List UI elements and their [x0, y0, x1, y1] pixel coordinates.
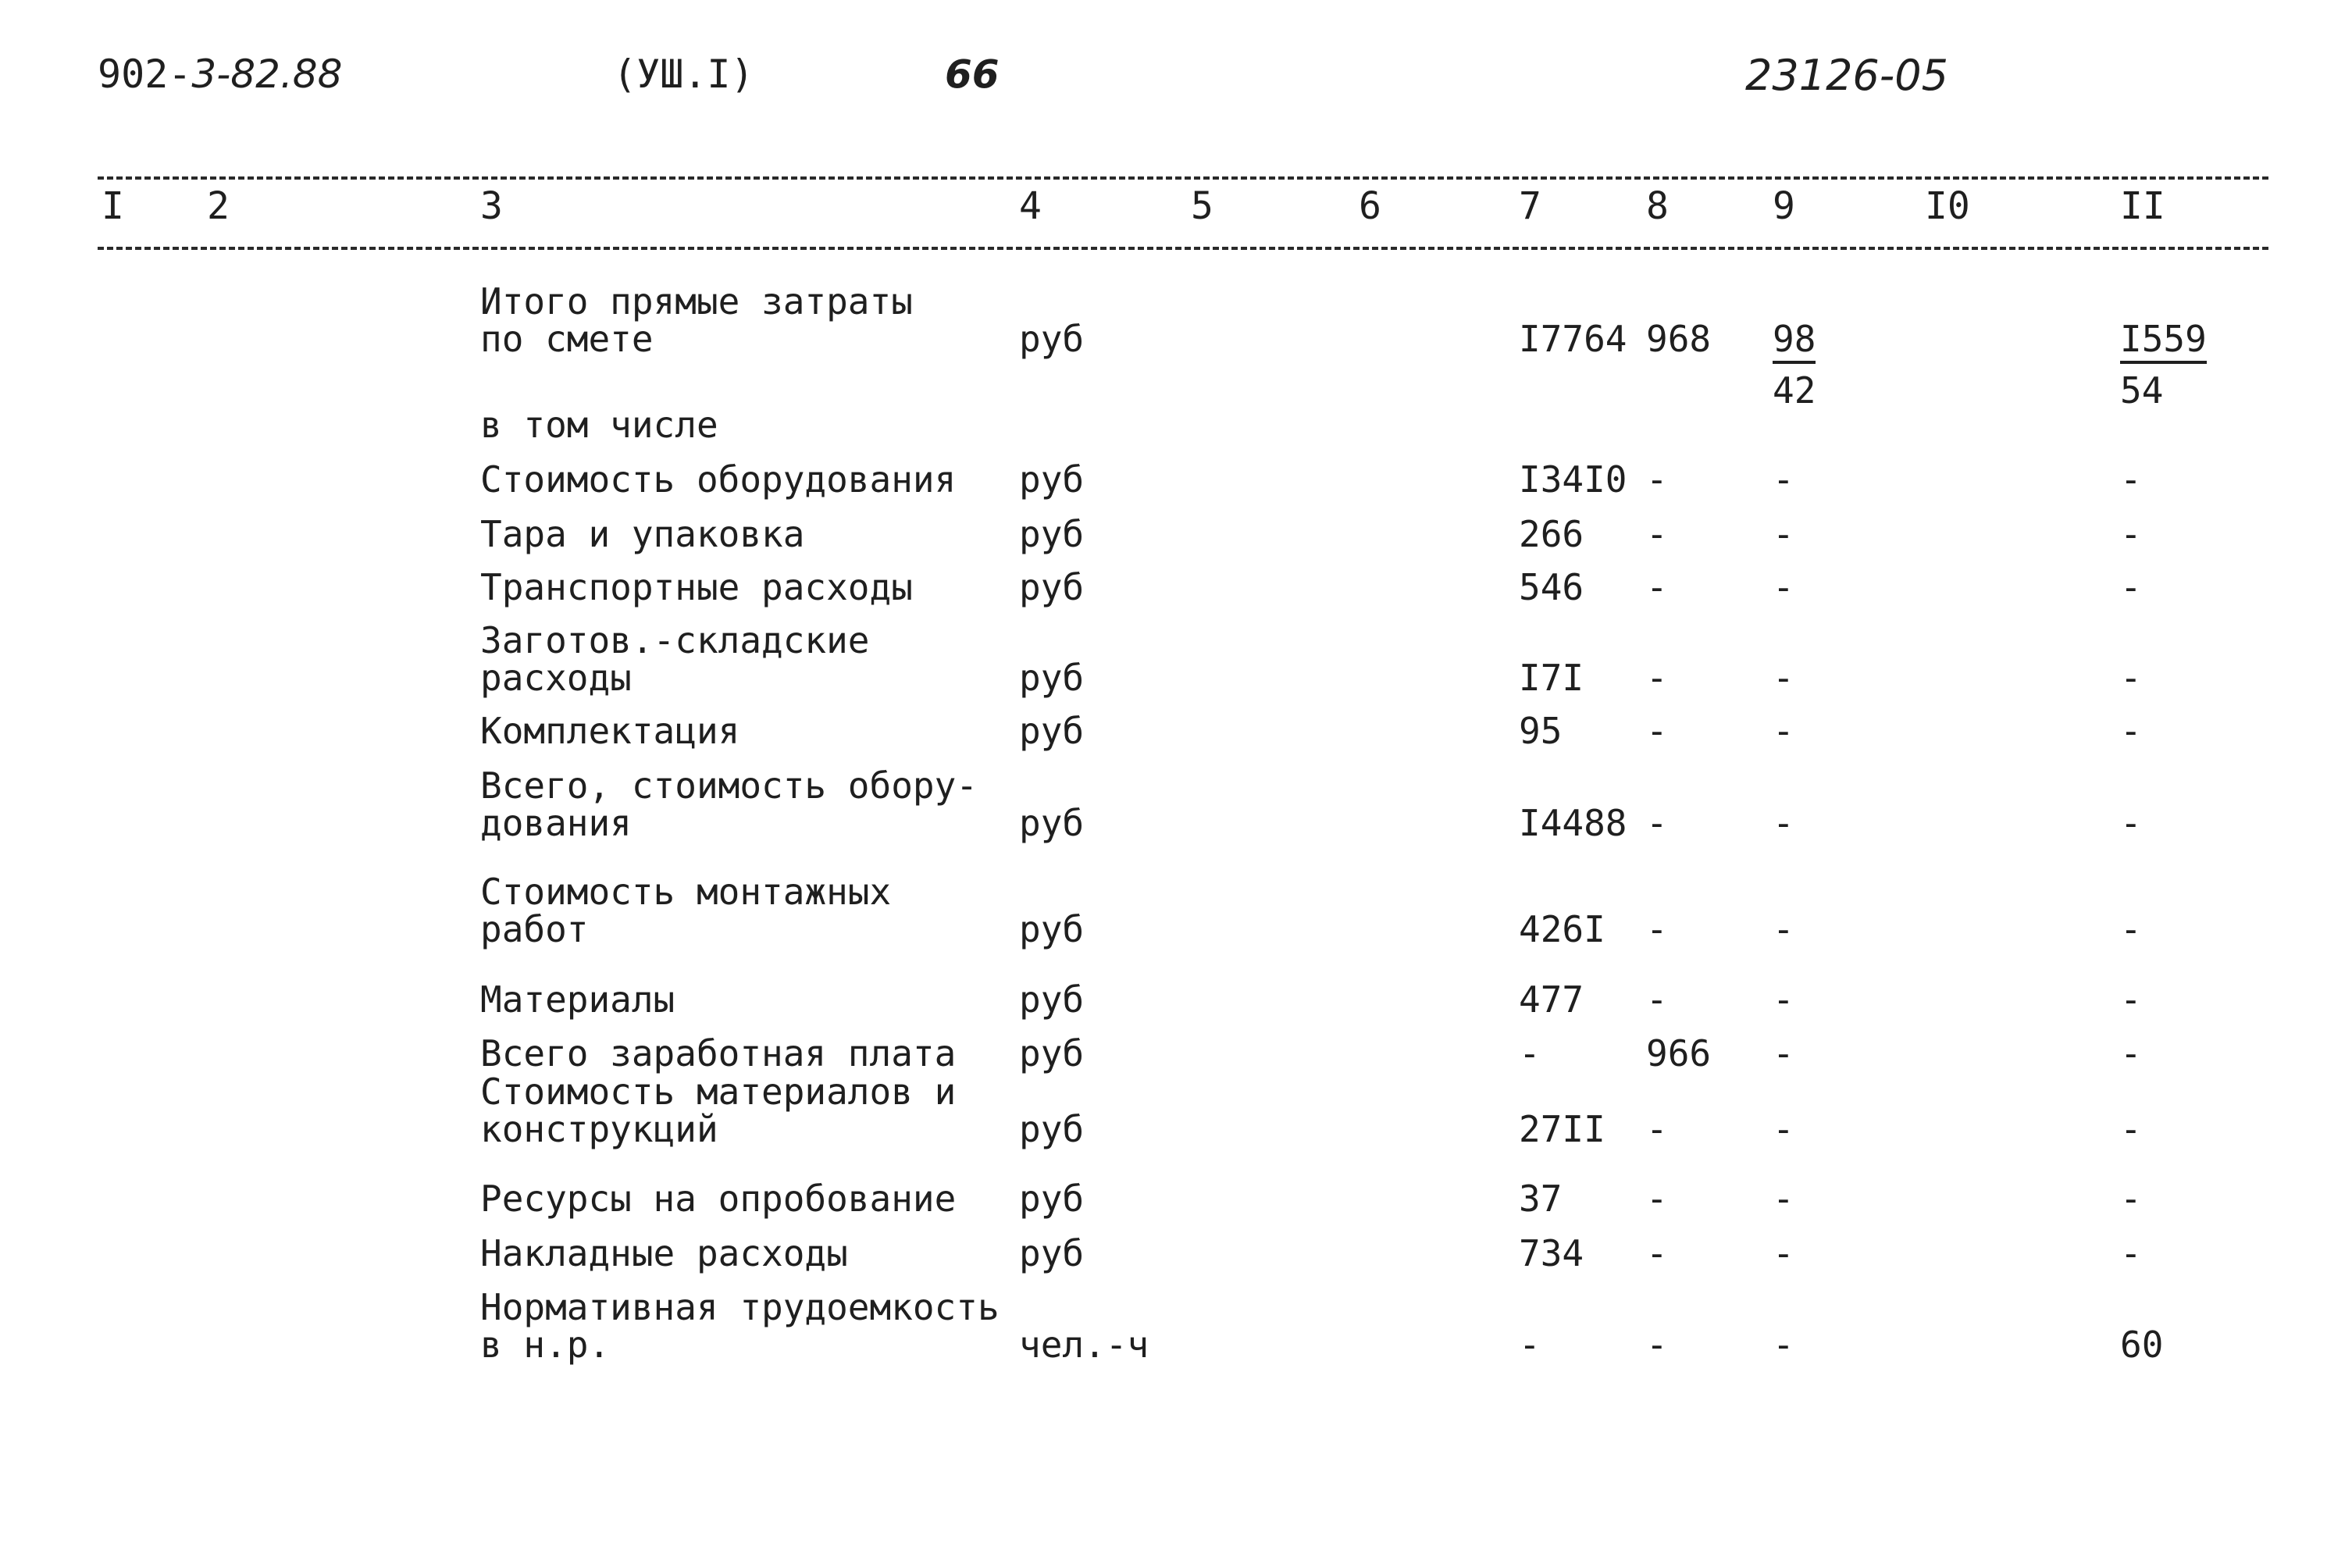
value-col-9: - [1773, 657, 1794, 699]
row-name: Нормативная трудоемкость в н.р. [480, 1286, 1000, 1366]
value-col-7: I7I [1519, 657, 1584, 699]
value-col-7: 37 [1519, 1178, 1563, 1220]
value-col-8: 968 [1646, 318, 1712, 360]
column-number-1: I [102, 184, 124, 228]
value-col-9: - [1773, 458, 1794, 501]
value-col-9: - [1773, 1108, 1794, 1150]
column-number-2: 2 [207, 184, 230, 228]
value-col-7: 546 [1519, 566, 1584, 608]
value-col-7: 266 [1519, 513, 1584, 555]
value-col-11: - [2120, 657, 2142, 699]
row-name: Стоимость монтажных работ [480, 871, 892, 950]
row-unit: руб [1019, 802, 1085, 844]
column-number-11: II [2120, 184, 2165, 228]
value-col-11: - [2120, 908, 2142, 950]
header-rule-bottom [98, 247, 2268, 250]
column-number-8: 8 [1646, 184, 1669, 228]
stamp-number: 23126-05 [1745, 51, 1948, 100]
value-col-11: 60 [2120, 1324, 2164, 1366]
value-col-9: - [1773, 513, 1794, 555]
value-col-8: - [1646, 458, 1668, 501]
value-col-11: - [2120, 978, 2142, 1021]
value-col-11: - [2120, 458, 2142, 501]
row-unit: руб [1019, 458, 1085, 501]
value-col-9: - [1773, 908, 1794, 950]
row-unit: руб [1019, 1108, 1085, 1150]
value-col-8: - [1646, 657, 1668, 699]
value-col-7: 734 [1519, 1232, 1584, 1274]
value-col-11: - [2120, 802, 2142, 844]
row-unit: руб [1019, 710, 1085, 752]
document-code-handwritten: 3-82.88 [191, 52, 343, 97]
section-label: (УШ.I) [613, 52, 754, 97]
row-name: Заготов.-складские расходы [480, 619, 870, 699]
row-unit: руб [1019, 978, 1085, 1021]
document-code-prefix: 902- [98, 52, 192, 97]
value-col-8: - [1646, 1178, 1668, 1220]
value-col-9: - [1773, 802, 1794, 844]
row-unit: руб [1019, 657, 1085, 699]
row-name: Тара и упаковка [480, 513, 805, 555]
value-col-8: - [1646, 1324, 1668, 1366]
row-name: Ресурсы на опробование [480, 1178, 957, 1220]
column-number-10: I0 [1925, 184, 1970, 228]
header-rule-top [98, 176, 2268, 180]
row-name: Всего заработная плата [480, 1032, 957, 1074]
value-col-11: - [2120, 1032, 2142, 1074]
value-col-9: - [1773, 1232, 1794, 1274]
row-unit: руб [1019, 908, 1085, 950]
row-unit: руб [1019, 1232, 1085, 1274]
value-col-7: 27II [1519, 1108, 1605, 1150]
row-unit: чел.-ч [1019, 1324, 1149, 1366]
row-name: Комплектация [480, 710, 740, 752]
value-col-8: - [1646, 710, 1668, 752]
row-unit: руб [1019, 513, 1085, 555]
value-col-11: - [2120, 566, 2142, 608]
value-col-7: 95 [1519, 710, 1563, 752]
value-col-8: - [1646, 566, 1668, 608]
value-col-7: I34I0 [1519, 458, 1627, 501]
value-col-7: I7764 [1519, 318, 1627, 360]
row-unit: руб [1019, 566, 1085, 608]
value-col-11: - [2120, 710, 2142, 752]
value-col-7: 477 [1519, 978, 1584, 1021]
value-col-9: - [1773, 566, 1794, 608]
row-name: Транспортные расходы [480, 566, 913, 608]
row-name: Всего, стоимость обору- дования [480, 764, 978, 844]
document-code [98, 52, 343, 97]
value-col-8: - [1646, 978, 1668, 1021]
value-col-7: 426I [1519, 908, 1605, 950]
value-col-8: - [1646, 1232, 1668, 1274]
row-name: Итого прямые затраты по смете [480, 280, 913, 360]
value-col-7: - [1519, 1324, 1541, 1366]
fraction-numerator-col-9: 98 [1773, 320, 1816, 364]
value-col-9: - [1773, 978, 1794, 1021]
value-col-11: - [2120, 1232, 2142, 1274]
column-number-6: 6 [1359, 184, 1381, 228]
row-name: Материалы [480, 978, 675, 1021]
value-col-7: - [1519, 1032, 1541, 1074]
column-number-3: 3 [480, 184, 503, 228]
value-col-8: - [1646, 908, 1668, 950]
column-number-4: 4 [1019, 184, 1042, 228]
row-unit: руб [1019, 1032, 1085, 1074]
row-name: Стоимость материалов и конструкций [480, 1071, 957, 1150]
value-col-7: I4488 [1519, 802, 1627, 844]
row-name: Стоимость оборудования [480, 458, 957, 501]
value-col-9: - [1773, 1324, 1794, 1366]
row-unit: руб [1019, 318, 1085, 360]
value-col-8: - [1646, 802, 1668, 844]
fraction-denominator-col-9: 42 [1773, 369, 1816, 412]
row-name: в том числе [480, 404, 718, 446]
value-col-9: - [1773, 1178, 1794, 1220]
value-col-9: - [1773, 1032, 1794, 1074]
column-number-7: 7 [1519, 184, 1541, 228]
value-col-9: - [1773, 710, 1794, 752]
value-col-8: - [1646, 1108, 1668, 1150]
value-col-11: - [2120, 1108, 2142, 1150]
page-number: 66 [945, 52, 1000, 97]
fraction-denominator-col-11: 54 [2120, 369, 2164, 412]
row-unit: руб [1019, 1178, 1085, 1220]
value-col-11: - [2120, 513, 2142, 555]
column-number-5: 5 [1191, 184, 1213, 228]
value-col-8: - [1646, 513, 1668, 555]
column-number-9: 9 [1773, 184, 1795, 228]
fraction-numerator-col-11: I559 [2120, 320, 2207, 364]
value-col-11: - [2120, 1178, 2142, 1220]
value-col-8: 966 [1646, 1032, 1712, 1074]
row-name: Накладные расходы [480, 1232, 848, 1274]
